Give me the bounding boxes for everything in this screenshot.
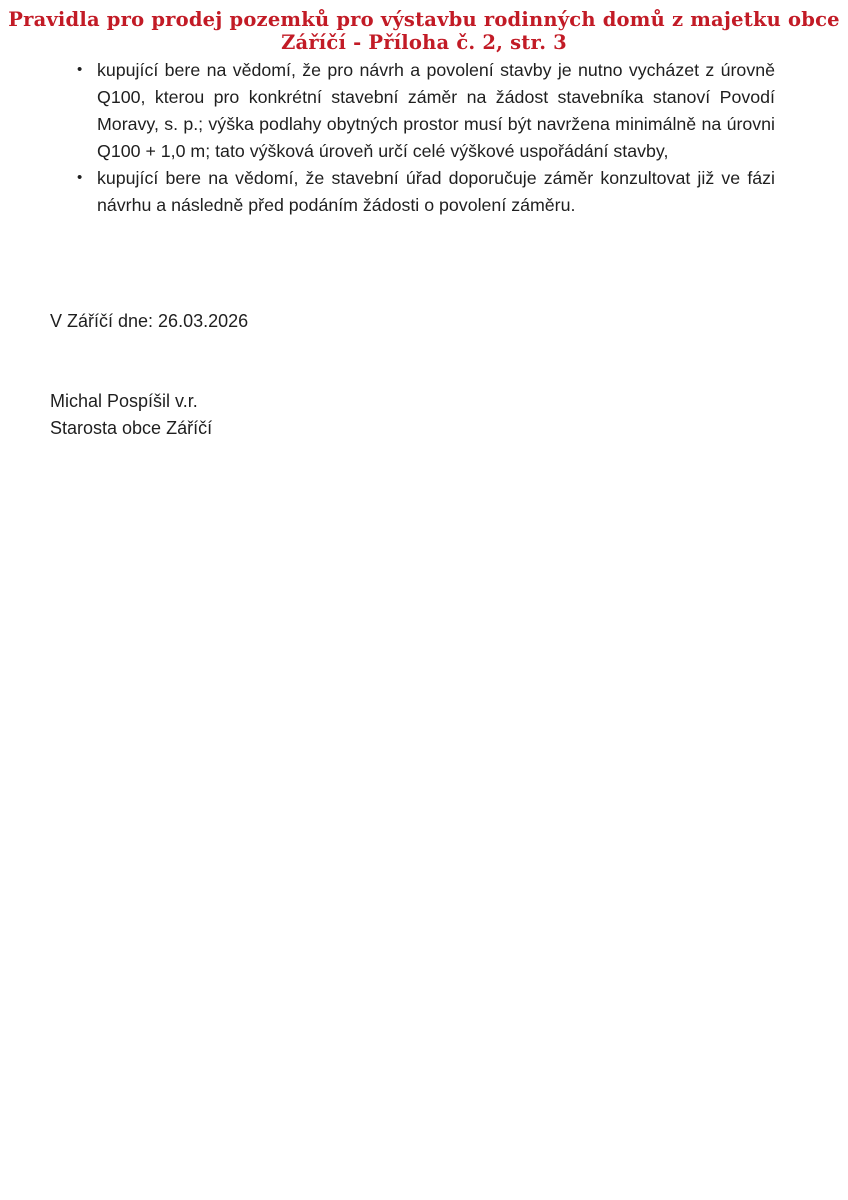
bullet-list: [97, 57, 775, 219]
signatory-name: Michal Pospíšil v.r.: [50, 391, 198, 411]
signature-block: [50, 388, 212, 442]
date-line: V Záříčí dne: 26.03.2026: [50, 311, 249, 331]
document-title: [0, 8, 848, 54]
title-line-2: Záříčí - Příloha č. 2, str. 3: [281, 31, 567, 54]
signatory-role: Starosta obce Záříčí: [50, 418, 213, 438]
title-line-1: Pravidla pro prodej pozemků pro výstavbu rodinných domů z majetku obce: [8, 8, 840, 31]
bullet-item: • kupující bere na vědomí, že pro návrh a povolení stavby je nutno vycházet z úrovně Q100, kterou pro konkrétní stavební záměr na žádost stavebníka stanoví Povodí Moravy, s. p.; výška podlahy obytných prostor musí být navržena minimálně na úrovni Q100 + 1,0 m; tato výšková úroveň určí celé výškové uspořádání stavby,: [97, 57, 775, 165]
bullet-item: • kupující bere na vědomí, že stavební úřad doporučuje záměr konzultovat již ve fázi návrhu a následně před podáním žádosti o povolení záměru.: [97, 165, 775, 219]
